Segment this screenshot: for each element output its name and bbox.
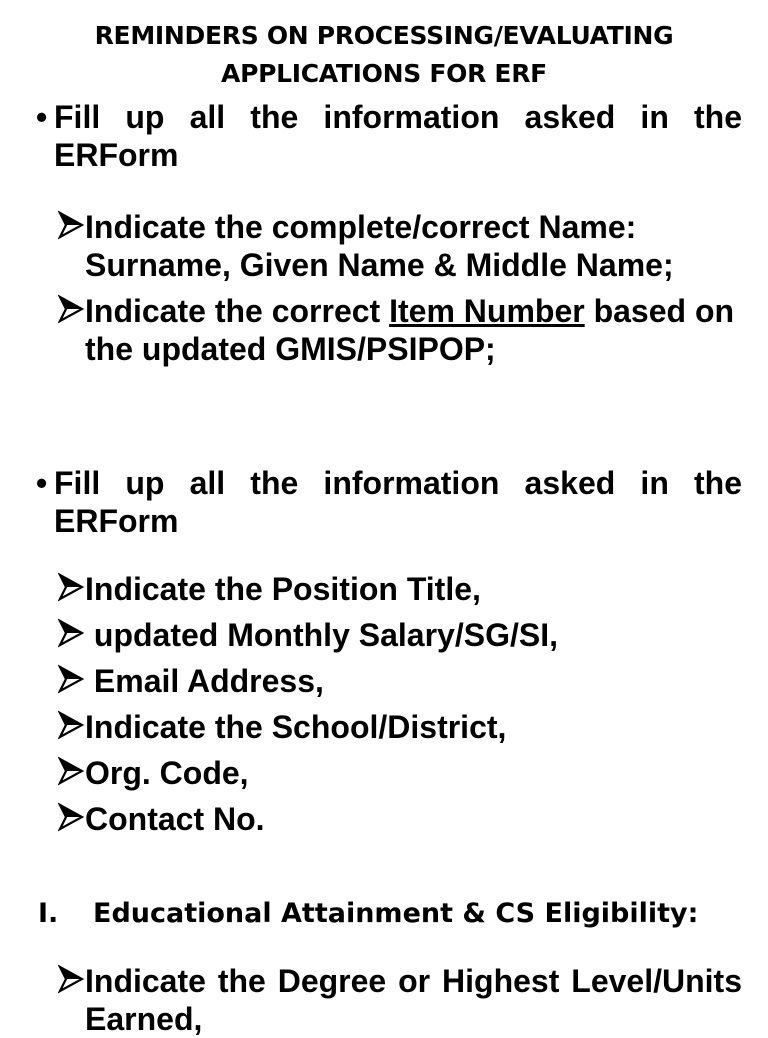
arrow-bullet-icon — [58, 618, 84, 648]
section2-item-position-title — [58, 570, 742, 608]
section2-item-text: Indicate the School/District, — [85, 709, 507, 745]
page-title — [0, 17, 768, 93]
section3-heading-text: Educational Attainment & CS Eligibility: — [93, 898, 699, 929]
section3-item-text: Indicate the Degree or Highest Level/Units Earned, — [85, 963, 742, 1037]
section2-bullet-text: Fill up all the information asked in the ERForm — [54, 465, 742, 539]
page-title-line-2: APPLICATIONS FOR ERF — [221, 59, 547, 88]
item-number-suffix: based on the updated GMIS/PSIPOP; — [85, 293, 735, 367]
arrow-bullet-icon — [58, 572, 84, 602]
section2-item-contact-no — [58, 800, 742, 838]
section1-bullet — [36, 98, 742, 174]
bullet-dot-icon: • — [36, 99, 48, 135]
section2-item-text: Contact No. — [85, 801, 265, 837]
item-number-prefix: Indicate the correct — [85, 293, 390, 329]
arrow-bullet-icon — [58, 802, 84, 832]
section2-item-text: updated Monthly Salary/SG/SI, — [85, 617, 558, 653]
section1-item-name — [58, 208, 742, 284]
section2-item-text: Indicate the Position Title, — [85, 571, 481, 607]
section2-item-text: Email Address, — [85, 663, 324, 699]
section3-number: I. — [38, 898, 59, 929]
arrow-bullet-icon — [58, 964, 84, 994]
section2-item-school-district — [58, 708, 742, 746]
section3-item-degree — [58, 962, 742, 1038]
section3-heading — [38, 895, 738, 933]
section2-item-text: Org. Code, — [85, 755, 249, 791]
section2-bullet — [36, 464, 742, 540]
section2-item-email-address — [58, 662, 742, 700]
section1-bullet-text: Fill up all the information asked in the ERForm — [54, 99, 742, 173]
section1-item-number — [58, 292, 742, 368]
section1-item-name-text: Indicate the complete/correct Name: Surname, Given Name & Middle Name; — [85, 209, 674, 283]
bullet-dot-icon: • — [36, 465, 48, 501]
section2-item-monthly-salary — [58, 616, 742, 654]
section2-item-org-code — [58, 754, 742, 792]
item-number-underlined: Item Number — [389, 293, 585, 329]
arrow-bullet-icon — [58, 664, 84, 694]
arrow-bullet-icon — [58, 710, 84, 740]
section1-item-number-text — [85, 292, 742, 368]
arrow-bullet-icon — [58, 756, 84, 786]
page-title-line-1: REMINDERS ON PROCESSING/EVALUATING — [94, 21, 674, 50]
arrow-bullet-icon — [58, 210, 84, 240]
arrow-bullet-icon — [58, 294, 84, 324]
